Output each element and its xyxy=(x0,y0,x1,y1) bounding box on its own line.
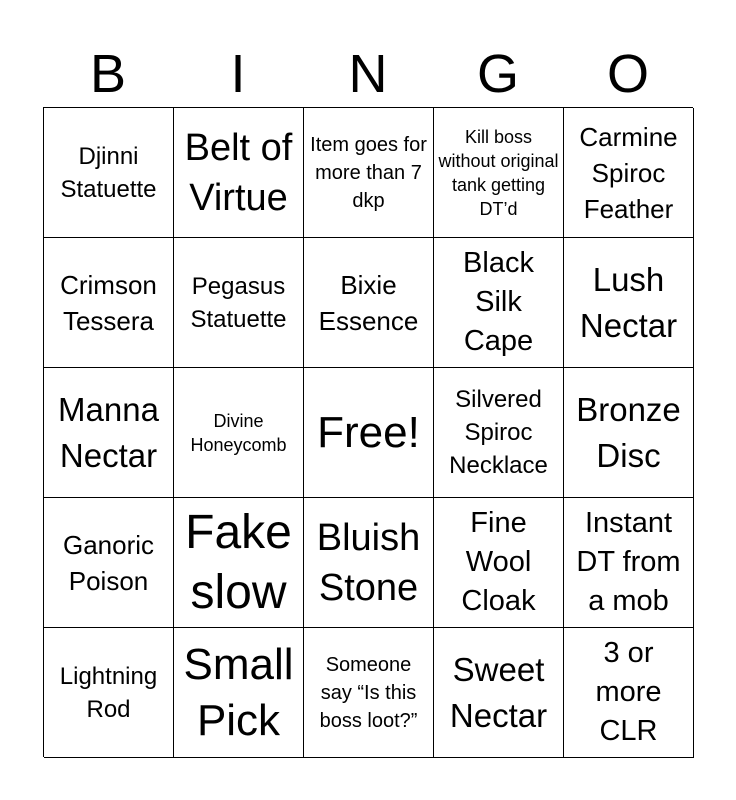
bingo-cell[interactable] xyxy=(44,628,174,758)
cell-label: Someone say “Is this boss loot?” xyxy=(319,653,418,732)
cell-label: Crimson Tessera xyxy=(60,269,157,336)
bingo-cell[interactable] xyxy=(564,108,694,238)
cell-label: Kill boss without original tank getting DT’d xyxy=(438,126,559,219)
bingo-cell[interactable] xyxy=(434,498,564,628)
cell-label: Silvered Spiroc Necklace xyxy=(449,386,548,479)
bingo-cell[interactable] xyxy=(564,498,694,628)
bingo-cell[interactable] xyxy=(44,498,174,628)
cell-label: Manna Nectar xyxy=(58,390,159,474)
bingo-cell[interactable] xyxy=(564,628,694,758)
cell-label: Divine Honeycomb xyxy=(190,410,287,455)
bingo-cell[interactable] xyxy=(174,238,304,368)
bingo-cell free-cell[interactable] xyxy=(304,368,434,498)
cell-label: Bluish Stone xyxy=(316,516,421,609)
bingo-cell[interactable] xyxy=(44,368,174,498)
bingo-header xyxy=(43,40,693,108)
bingo-grid xyxy=(43,107,693,757)
free-space-label: Free! xyxy=(317,407,420,457)
bingo-cell[interactable] xyxy=(564,238,694,368)
header-letter-n: N xyxy=(348,44,388,104)
bingo-cell[interactable] xyxy=(304,498,434,628)
cell-label: Ganoric Poison xyxy=(62,529,155,596)
cell-label: Item goes for more than 7 dkp xyxy=(310,133,427,212)
bingo-cell[interactable] xyxy=(434,628,564,758)
bingo-cell[interactable] xyxy=(174,368,304,498)
cell-label: Fine Wool Cloak xyxy=(461,507,536,617)
cell-label: 3 or more CLR xyxy=(595,637,662,747)
header-letter-b: B xyxy=(89,44,127,104)
bingo-cell[interactable] xyxy=(304,628,434,758)
header-letter-g: G xyxy=(476,44,519,104)
bingo-cell[interactable] xyxy=(304,108,434,238)
cell-label: Instant DT from a mob xyxy=(576,507,681,617)
cell-label: Lightning Rod xyxy=(59,662,158,723)
header-letter-o: O xyxy=(606,44,649,104)
bingo-cell[interactable] xyxy=(564,368,694,498)
bingo-cell[interactable] xyxy=(44,108,174,238)
cell-label: Lush Nectar xyxy=(579,260,678,344)
cell-label: Bixie Essence xyxy=(318,269,419,336)
cell-label: Sweet Nectar xyxy=(449,650,548,734)
cell-label: Small Pick xyxy=(183,639,294,745)
cell-label: Belt of Virtue xyxy=(184,126,293,219)
bingo-cell[interactable] xyxy=(174,498,304,628)
header-letter-i: I xyxy=(230,44,246,104)
bingo-cell[interactable] xyxy=(174,628,304,758)
bingo-cell[interactable] xyxy=(434,108,564,238)
bingo-cell[interactable] xyxy=(434,368,564,498)
bingo-cell[interactable] xyxy=(434,238,564,368)
cell-label: Bronze Disc xyxy=(576,390,681,474)
cell-label: Djinni Statuette xyxy=(60,142,157,203)
cell-label: Carmine Spiroc Feather xyxy=(579,121,678,224)
bingo-cell[interactable] xyxy=(304,238,434,368)
cell-label: Pegasus Statuette xyxy=(190,272,287,333)
cell-label: Black Silk Cape xyxy=(463,247,534,357)
bingo-cell[interactable] xyxy=(44,238,174,368)
cell-label: Fake slow xyxy=(185,505,292,619)
bingo-cell[interactable] xyxy=(174,108,304,238)
